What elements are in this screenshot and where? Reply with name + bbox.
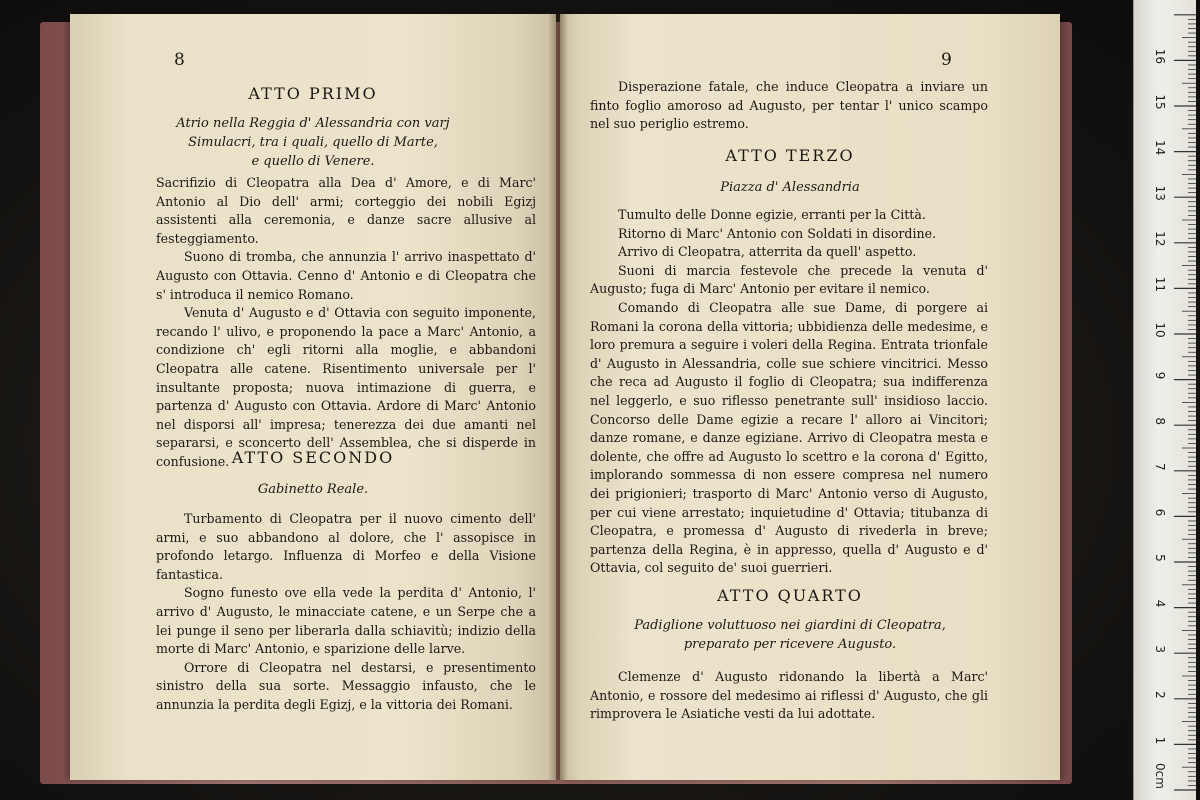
scene-setting: Gabinetto Reale. bbox=[257, 482, 369, 497]
act-heading: ATTO PRIMO bbox=[248, 84, 378, 103]
ruler-label: 14 bbox=[1153, 139, 1167, 156]
act-heading: ATTO TERZO bbox=[725, 146, 855, 165]
paragraph: Comando di Cleopatra alle sue Dame, di porgere ai Romani la corona della vittoria; ubbidienza delle medesime, e loro premura a seguire i voleri della Regina. Entrata trionfale d' Augusto in Alessandria, colle sue schiere vincitrici. Messo che reca ad Augusto il foglio di Cleopatra; sua indifferenza nel leggerlo, e suo riflesso penetrante sull' insidioso laccio. Concorso delle Dame egizie a recare l' alloro ai Vincitori; danze romane, e danze egiziane. Arrivo di Cleopatra mesta e dolente, che offre ad Augusto lo scettro e la corona d' Egitto, implorando sommessa di non essere compresa nel numero dei prigionieri; trasporto di Marc' Antonio verso di Augusto, per cui viene arrestato; inquietudine d' Ottavia; titubanza di Cleopatra, e promessa d' Augusto di rivederla in breve; partenza della Regina, è in appresso, quella d' Augusto e d' Ottavia, col seguito de' suoi guerrieri. bbox=[590, 299, 988, 576]
ruler-label: 15 bbox=[1153, 94, 1167, 110]
paragraph: Tumulto delle Donne egizie, erranti per la Città. bbox=[618, 207, 926, 222]
act-text bbox=[156, 510, 536, 715]
paragraph: Clemenze d' Augusto ridonando la libertà a Marc' Antonio, e rossore del medesimo ai riflessi d' Augusto, che gli rimprovera le Asiatiche vesti da lui adottate. bbox=[590, 669, 988, 722]
scene-setting bbox=[560, 616, 1020, 654]
scene-setting-line: Padiglione voluttuoso nei giardini di Cleopatra, bbox=[634, 618, 946, 633]
paragraph: Venuta d' Augusto e d' Ottavia con seguito imponente, recando l' ulivo, e proponendo la pace a Marc' Antonio, a condizione ch' egli ritorni alla moglie, e abbandoni Cleopatra alle catene. Risentimento universale per l' insultante proposta; nuova intimazione di guerra, e partenza d' Augusto con Ottavia. Ardore di Marc' Antonio nel disporsi all' impresa; tenerezza dei due amanti nel separarsi, e sconcerto dell' Assemblea, che si disperde in confusione. bbox=[156, 305, 536, 469]
ruler-label: 4 bbox=[1153, 599, 1167, 608]
ruler-ticks bbox=[1134, 0, 1196, 800]
right-page bbox=[560, 14, 1060, 780]
book-gutter bbox=[548, 14, 568, 780]
ruler-label: 0cm bbox=[1153, 763, 1167, 789]
paragraph: Suono di tromba, che annunzia l' arrivo inaspettato d' Augusto con Ottavia. Cenno d' Antonio e di Cleopatra che s' introduca il nemico Romano. bbox=[156, 249, 536, 302]
paragraph: Arrivo di Cleopatra, atterrita da quell' aspetto. bbox=[618, 244, 917, 260]
paragraph: Sogno funesto ove ella vede la perdita d' Antonio, l' arrivo d' Augusto, le minacciate catene, e un Serpe che a lei punge il seno per liberarla dalla schiavitù; indizio della morte di Marc' Antonio, e sparizione delle larve. bbox=[156, 585, 536, 657]
act-text bbox=[590, 668, 988, 724]
measuring-ruler bbox=[1133, 0, 1196, 800]
paragraph: Turbamento di Cleopatra per il nuovo cimento dell' armi, e suo abbandono al dolore, che l' assopisce in profondo letargo. Influenza di Morfeo e della Visione fantastica. bbox=[156, 511, 536, 582]
ruler-label: 13 bbox=[1153, 185, 1167, 201]
continued-text bbox=[590, 78, 988, 134]
scene-setting-line: e quello di Venere. bbox=[251, 154, 375, 169]
page-number: 9 bbox=[941, 50, 952, 70]
ruler-label: 7 bbox=[1153, 462, 1167, 471]
scene-setting bbox=[70, 114, 556, 171]
paragraph: Ritorno di Marc' Antonio con Soldati in disordine. bbox=[618, 225, 937, 241]
paragraph: Sacrifizio di Cleopatra alla Dea d' Amore, e di Marc' Antonio al Dio dell' armi; corteggio dei nobili Egizj assistenti alla ceremonia, e danze sacre allusive al festeggiamento. bbox=[156, 175, 536, 246]
act-heading: ATTO SECONDO bbox=[231, 448, 395, 467]
ruler-label: 5 bbox=[1153, 554, 1167, 562]
scene-setting-line: preparato per ricevere Augusto. bbox=[683, 637, 897, 652]
scene-setting-line: Atrio nella Reggia d' Alessandria con varj bbox=[176, 116, 450, 131]
act-text bbox=[156, 174, 536, 472]
ruler-label: 6 bbox=[1153, 508, 1167, 517]
ruler-label: 8 bbox=[1153, 417, 1167, 426]
scene-setting: Piazza d' Alessandria bbox=[720, 180, 860, 195]
ruler-label: 16 bbox=[1153, 48, 1167, 65]
ruler-label: 1 bbox=[1153, 736, 1167, 745]
ruler-label: 11 bbox=[1153, 276, 1167, 293]
page-number: 8 bbox=[174, 50, 185, 70]
left-page bbox=[70, 14, 556, 780]
act-heading: ATTO QUARTO bbox=[717, 586, 863, 605]
paragraph: Suoni di marcia festevole che precede la venuta d' Augusto; fuga di Marc' Antonio per evitare il nemico. bbox=[590, 262, 988, 297]
ruler-label: 12 bbox=[1153, 231, 1167, 247]
ruler-label: 3 bbox=[1153, 645, 1167, 654]
paragraph: Disperazione fatale, che induce Cleopatra a inviare un finto foglio amoroso ad Augusto, per tentar l' unico scampo nel suo periglio estremo. bbox=[590, 79, 988, 132]
ruler-label: 2 bbox=[1153, 690, 1167, 699]
ruler-label: 10 bbox=[1153, 322, 1167, 338]
paragraph: Orrore di Cleopatra nel destarsi, e presentimento sinistro della sua sorte. Messaggio infausto, che le annunzia la perdita degli Egizj, e la vittoria dei Romani. bbox=[156, 659, 536, 712]
act-text bbox=[590, 206, 988, 578]
scene-setting-line: Simulacri, tra i quali, quello di Marte, bbox=[188, 135, 438, 150]
ruler-label: 9 bbox=[1153, 371, 1167, 380]
